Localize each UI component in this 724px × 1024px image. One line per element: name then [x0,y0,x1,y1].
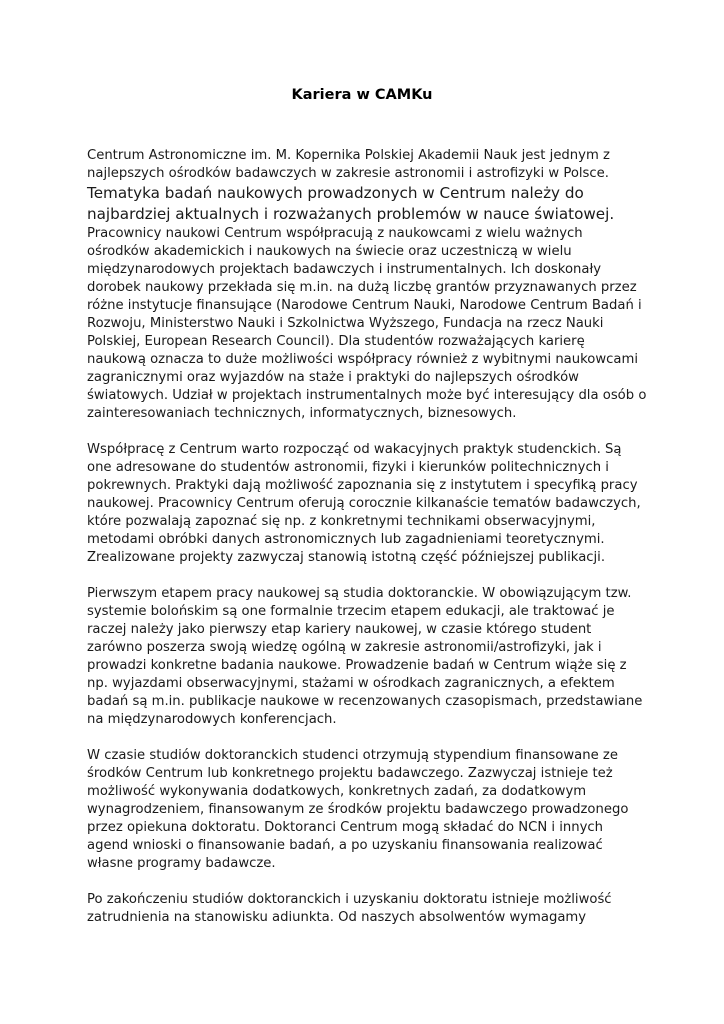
intro-lead-text: Centrum Astronomiczne im. M. Kopernika Polskiej Akademii Nauk jest jednym z najlepszych ośrodków badawczych w zakresie astronomii i astrofizyki w Polsce. [87,148,610,181]
intro-highlight-text: Tematyka badań naukowych prowadzonych w Centrum należy do najbardziej aktualnych i rozważanych problemów w nauce światowej. [87,184,615,223]
paragraph-postdoc: Po zakończeniu studiów doktoranckich i uzyskaniu doktoratu istnieje możliwość zatrudnienia na stanowisku adiunkta. Od naszych absolwentów wymagamy [87,892,612,925]
document-body [87,147,647,945]
page-title: Kariera w CAMKu [291,87,433,103]
paragraph-intro [87,147,647,423]
paragraph-scholarships: W czasie studiów doktoranckich studenci otrzymują stypendium finansowane ze środków Centrum lub konkretnego projektu badawczego. Zazwyczaj istnieje też możliwość wykonywania dodatkowych, konkretnych zadań, za dodatkowym wynagrodzeniem, finansowanym ze środków projektu badawczego prowadzonego przez opiekuna doktoratu. Doktoranci Centrum mogą składać do NCN i innych agend wnioski o finansowanie badań, a po uzyskaniu finansowania realizować własne programy badawcze. [87,748,629,871]
paragraph-internships: Współpracę z Centrum warto rozpocząć od wakacyjnych praktyk studenckich. Są one adresowane do studentów astronomii, fizyki i kierunków politechnicznych i pokrewnych. Praktyki dają możliwość zapoznania się z instytutem i specyfiką pracy naukowej. Pracownicy Centrum oferują corocznie kilkanaście tematów badawczych, które pozwalają zapoznać się np. z konkretnymi technikami obserwacyjnymi, metodami obróbki danych astronomicznych lub zagadnieniami teoretycznymi. Zrealizowane projekty zazwyczaj stanowią istotną część późniejszej publikacji. [87,442,641,565]
intro-rest-text: Pracownicy naukowi Centrum współpracują z naukowcami z wielu ważnych ośrodków akademickich i naukowych na świecie oraz uczestniczą w wielu międzynarodowych projektach badawczych i instrumentalnych. Ich doskonały dorobek naukowy przekłada się m.in. na dużą liczbę grantów przyznawanych przez różne instytucje finansujące (Narodowe Centrum Nauki, Narodowe Centrum Badań i Rozwoju, Ministerstwo Nauki i Szkolnictwa Wyższego, Fundacja na rzecz Nauki Polskiej, European Research Council). Dla studentów rozważających karierę naukową oznacza to duże możliwości współpracy również z wybitnymi naukowcami zagranicznymi oraz wyjazdów na staże i praktyki do najlepszych ośrodków światowych. Udział w projektach instrumentalnych może być interesujący dla osób o zainteresowaniach technicznych, informatycznych, biznesowych. [87,226,647,421]
paragraph-doctoral-studies: Pierwszym etapem pracy naukowej są studia doktoranckie. W obowiązującym tzw. systemie bolońskim są one formalnie trzecim etapem edukacji, ale traktować je raczej należy jako pierwszy etap kariery naukowej, w czasie którego student zarówno poszerza swoją wiedzę ogólną w zakresie astronomii/astrofizyki, jak i prowadzi konkretne badania naukowe. Prowadzenie badań w Centrum wiąże się z np. wyjazdami obserwacyjnymi, stażami w ośrodkach zagranicznych, a efektem badań są m.in. publikacje naukowe w recenzowanych czasopismach, przedstawiane na międzynarodowych konferencjach. [87,586,643,727]
